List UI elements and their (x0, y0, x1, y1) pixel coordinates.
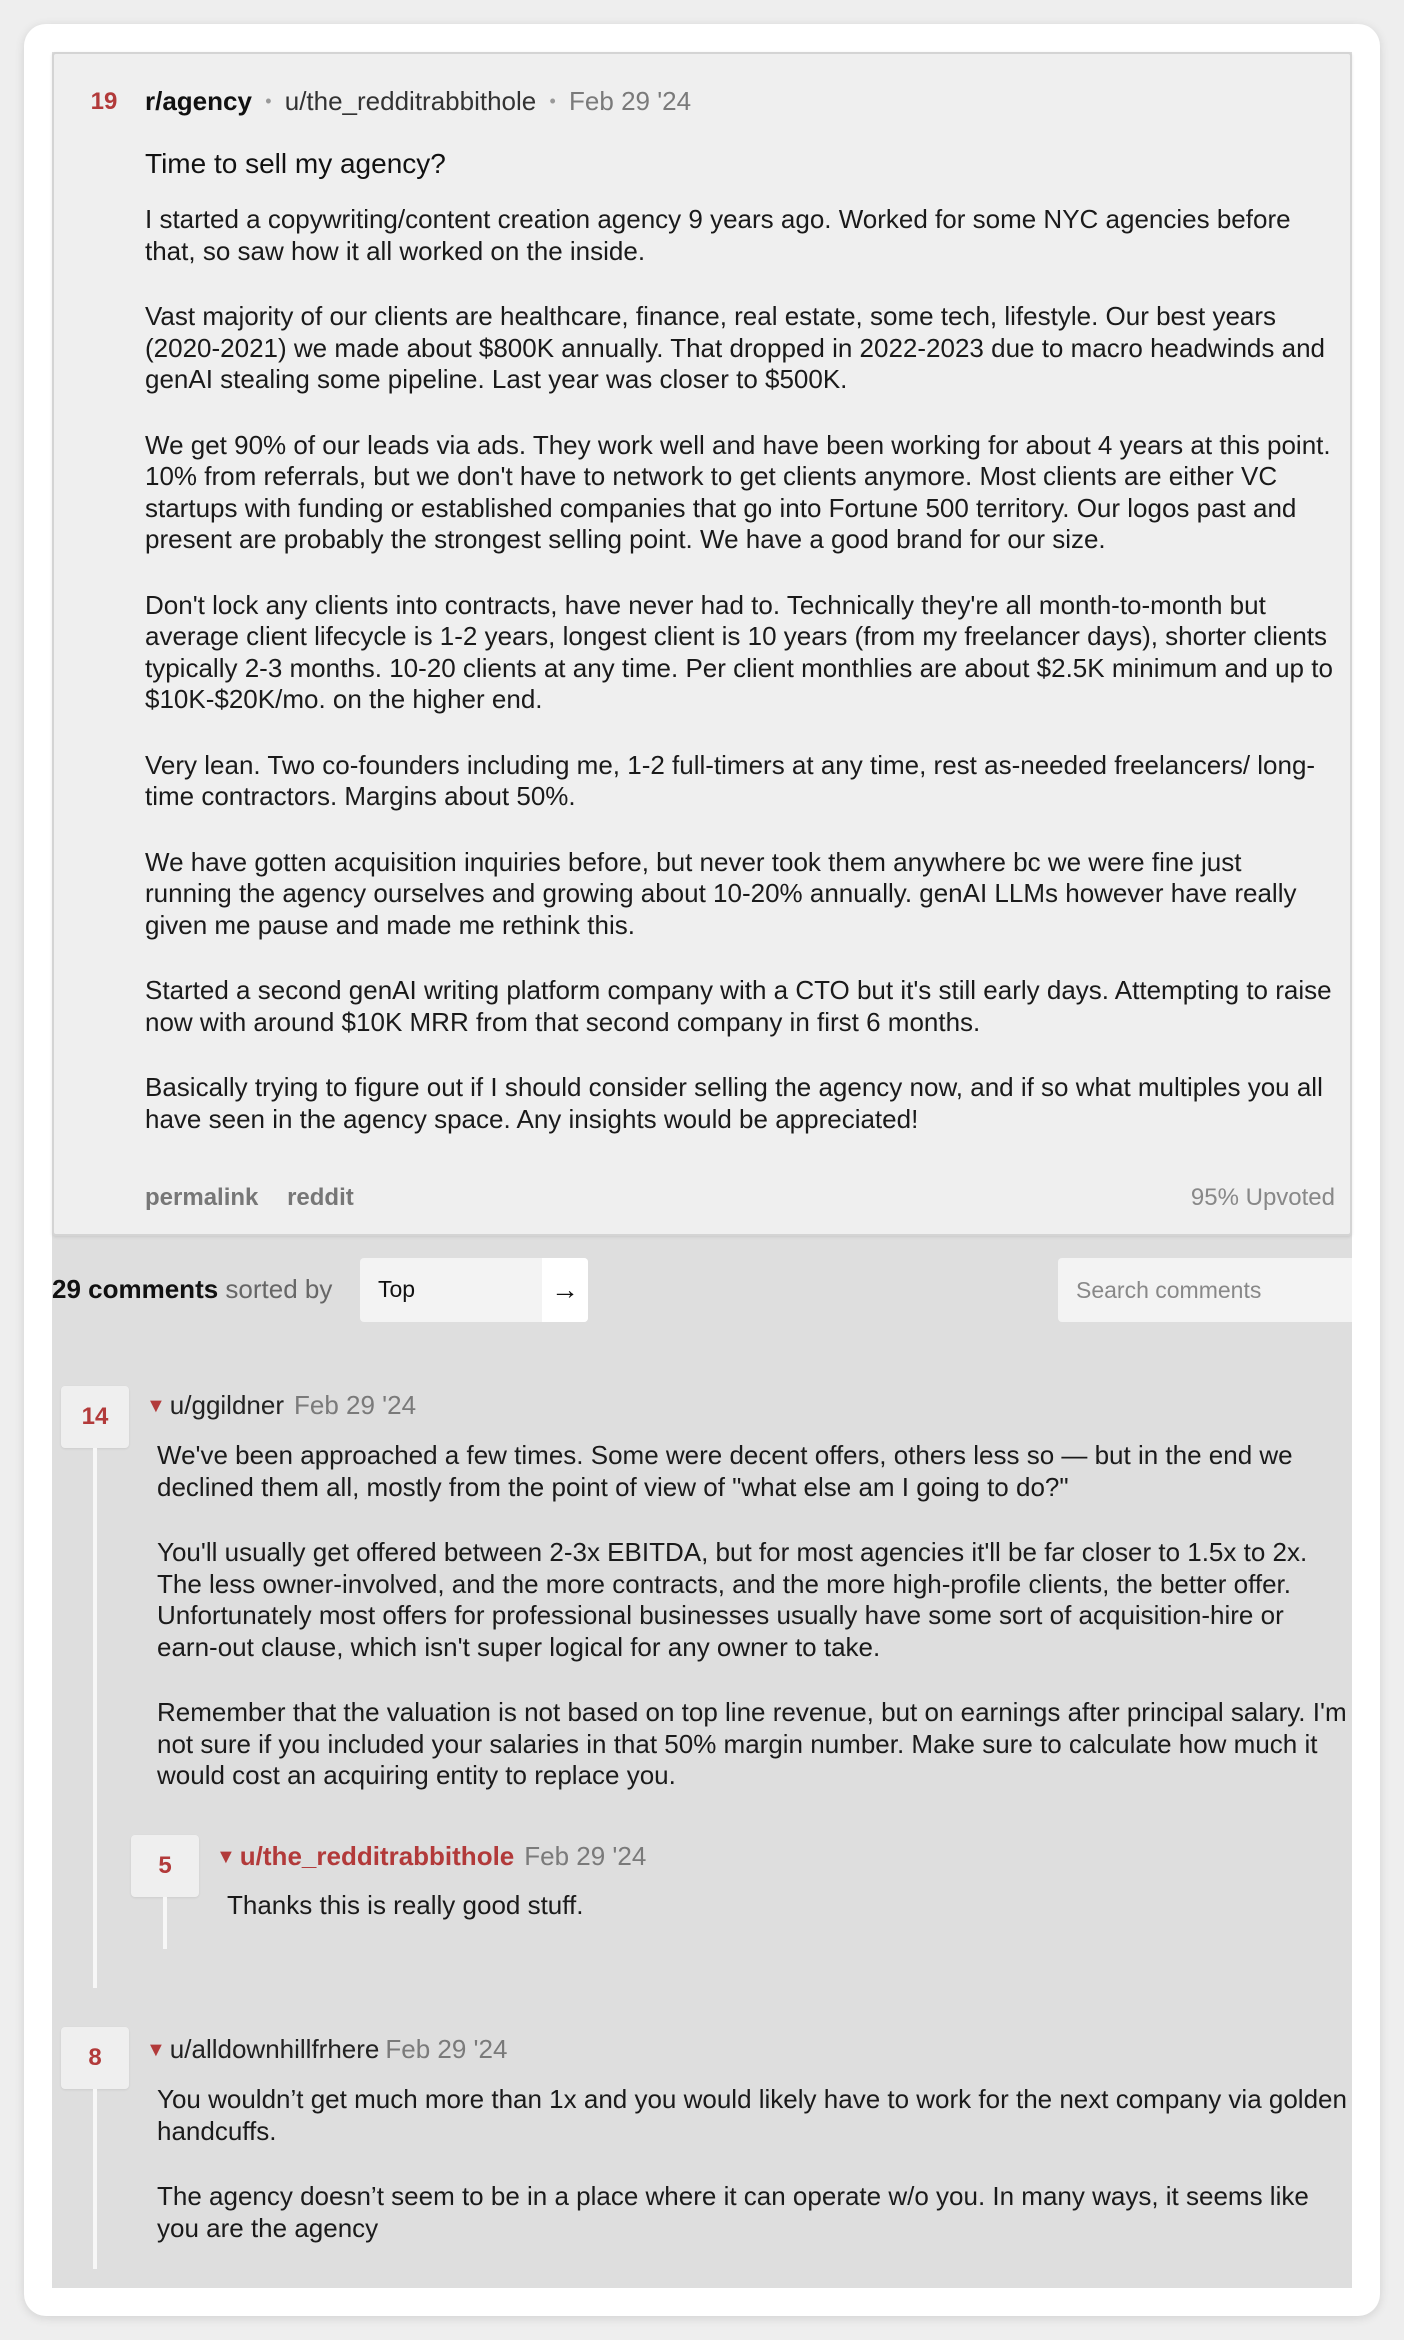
reply-author-link[interactable]: u/the_redditrabbithole (239, 1841, 515, 1871)
arrow-right-icon: → (551, 1274, 579, 1305)
comment-score: 8 (61, 2027, 129, 2089)
comment-author-link[interactable]: u/ggildner (169, 1390, 284, 1420)
comments-count-value: 29 comments (52, 1274, 219, 1304)
separator-dot: • (265, 91, 272, 111)
post-paragraph: We have gotten acquisition inquiries before, but never took them anywhere bc we were fine just running the agency ourselves and growing about 10-20% annually. genAI LLMs however have really given me pause and made me rethink this. (145, 846, 1297, 940)
subreddit-link[interactable]: r/agency (145, 86, 252, 116)
search-comments-input[interactable] (1058, 1258, 1352, 1322)
comment-date: Feb 29 '24 (294, 1390, 417, 1420)
post-body (145, 204, 1335, 1169)
comments-count (52, 1274, 332, 1305)
post-author-link[interactable]: u/the_redditrabbithole (284, 86, 537, 116)
comment-date: Feb 29 '24 (385, 2034, 508, 2064)
comment-paragraph: The agency doesn’t seem to be in a place where it can operate w/o you. In many ways, it seems like you are the agency (157, 2181, 1309, 2243)
sort-apply-button[interactable] (542, 1258, 588, 1322)
sorted-by-label: sorted by (225, 1274, 333, 1304)
comment-paragraph: You wouldn’t get much more than 1x and you would likely have to work for the next company via golden handcuffs. (157, 2084, 1347, 2146)
separator-dot: • (549, 91, 556, 111)
post-meta (145, 86, 691, 117)
comment-body (157, 2084, 1347, 2278)
reply-paragraph: Thanks this is really good stuff. (227, 1890, 584, 1920)
reply-body (227, 1890, 1337, 1956)
post-paragraph: We get 90% of our leads via ads. They work well and have been working for about 4 years at this point. 10% from referrals, but we don't have to network to get clients anymore. Most clients are either VC startups with funding or established companies that go into Fortune 500 territory. Our logos past and present are probably the strongest selling point. We have a good brand for our size. (145, 429, 1331, 554)
post-title[interactable]: Time to sell my agency? (145, 148, 446, 179)
post-paragraph: Vast majority of our clients are healthcare, finance, real estate, some tech, lifestyle. Our best years (2020-2021) we made about $800K annually. That dropped in 2022-2023 due to macro headwinds and genAI stealing some pipeline. Last year was closer to $500K. (145, 301, 1325, 394)
reddit-link[interactable]: reddit (287, 1184, 354, 1211)
post-paragraph: Basically trying to figure out if I should consider selling the agency now, and if so what multiples you all have seen in the agency space. Any insights would be appreciated! (145, 1072, 1323, 1134)
triangle-down-icon[interactable]: ▼ (216, 1846, 236, 1868)
sort-select[interactable] (360, 1258, 588, 1322)
comment-body (157, 1440, 1347, 1826)
reply-thread-line[interactable] (163, 1897, 167, 1949)
reply-score: 5 (131, 1835, 199, 1897)
post-date: Feb 29 '24 (569, 86, 692, 116)
comment-paragraph: Remember that the valuation is not based on top line revenue, but on earnings after principal salary. I'm not sure if you included your salaries in that 50% margin number. Make sure to calculate how much it would cost an acquiring entity to replace you. (157, 1697, 1347, 1790)
post-score: 19 (90, 88, 118, 115)
post (52, 52, 1352, 1236)
comment-author-link[interactable]: u/alldownhillfrhere (169, 2034, 380, 2064)
thread-line[interactable] (93, 2089, 97, 2269)
reply-header (216, 1841, 646, 1872)
post-footer (145, 1184, 1335, 1212)
comments-toolbar (52, 1258, 1352, 1322)
thread-line[interactable] (93, 1448, 97, 1988)
triangle-down-icon[interactable]: ▼ (146, 1395, 166, 1417)
comment-header (146, 2034, 507, 2065)
comment-header (146, 1390, 416, 1421)
sort-selected-value[interactable]: Top (378, 1276, 416, 1302)
comment-score: 14 (61, 1386, 129, 1448)
triangle-down-icon[interactable]: ▼ (146, 2039, 166, 2061)
comment-paragraph: You'll usually get offered between 2-3x EBITDA, but for most agencies it'll be far closer to 1.5x to 2x. The less owner-involved, and the more contracts, and the more high-profile clients, the better offer. Unfortunately most offers for professional businesses usually have some sort of acquisition-hire or earn-out clause, which isn't super logical for any owner to take. (157, 1537, 1308, 1662)
post-paragraph: Started a second genAI writing platform company with a CTO but it's still early days. Attempting to raise now with around $10K MRR from that second company in first 6 months. (145, 975, 1332, 1037)
post-paragraph: Very lean. Two co-founders including me, 1-2 full-timers at any time, rest as-needed freelancers/ long-time contractors. Margins about 50%. (145, 749, 1316, 811)
post-paragraph: I started a copywriting/content creation agency 9 years ago. Worked for some NYC agencies before that, so saw how it all worked on the inside. (145, 204, 1291, 266)
post-paragraph: Don't lock any clients into contracts, have never had to. Technically they're all month-to-month but average client lifecycle is 1-2 years, longest client is 10 years (from my freelancer days), shorter clients typically 2-3 months. 10-20 clients at any time. Per client monthlies are about $2.5K minimum and up to $10K-$20K/mo. on the higher end. (145, 589, 1333, 714)
permalink-link[interactable]: permalink (145, 1184, 259, 1211)
reply-date: Feb 29 '24 (524, 1841, 647, 1871)
comment-paragraph: We've been approached a few times. Some were decent offers, others less so — but in the end we declined them all, mostly from the point of view of "what else am I going to do?" (157, 1440, 1293, 1502)
upvote-ratio: 95% Upvoted (1190, 1184, 1335, 1211)
